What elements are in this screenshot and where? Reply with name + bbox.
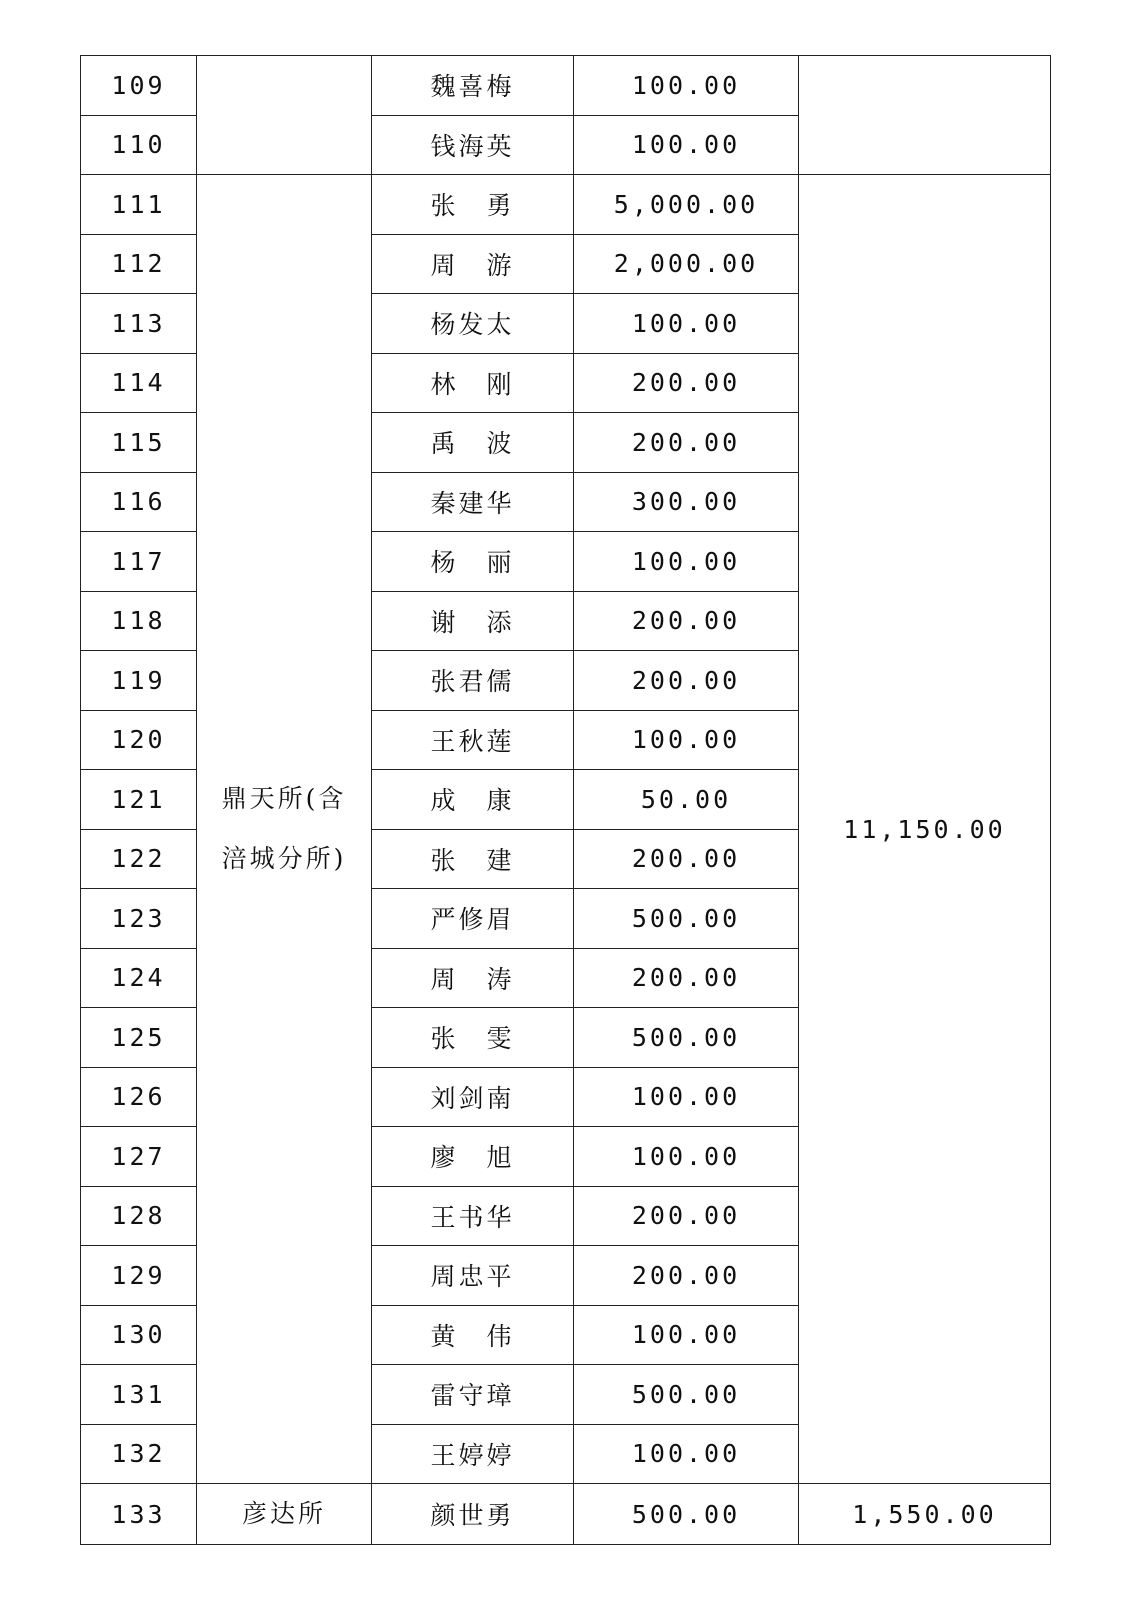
donation-table [80, 55, 1051, 1545]
donor-name: 廖 旭 [372, 1127, 574, 1187]
donor-name: 周 涛 [372, 948, 574, 1008]
donor-name: 颜世勇 [372, 1484, 574, 1545]
donation-amount: 200.00 [574, 829, 799, 889]
row-number: 112 [81, 234, 197, 294]
donor-name: 杨 丽 [372, 532, 574, 592]
donation-amount: 200.00 [574, 1186, 799, 1246]
donor-name: 周忠平 [372, 1246, 574, 1306]
row-number: 124 [81, 948, 197, 1008]
donor-name: 王书华 [372, 1186, 574, 1246]
row-number: 130 [81, 1305, 197, 1365]
donor-name: 黄 伟 [372, 1305, 574, 1365]
row-number: 121 [81, 770, 197, 830]
donation-amount: 100.00 [574, 1127, 799, 1187]
row-number: 114 [81, 353, 197, 413]
row-number: 111 [81, 175, 197, 235]
table-row [81, 56, 1051, 116]
row-number: 119 [81, 651, 197, 711]
donation-amount: 200.00 [574, 413, 799, 473]
row-number: 116 [81, 472, 197, 532]
unit-total [799, 56, 1051, 175]
table-row [81, 175, 1051, 235]
donor-name: 雷守璋 [372, 1365, 574, 1425]
donor-name: 禹 波 [372, 413, 574, 473]
donation-amount: 100.00 [574, 710, 799, 770]
donor-name: 周 游 [372, 234, 574, 294]
unit-cell [197, 56, 372, 175]
donation-amount: 100.00 [574, 294, 799, 354]
row-number: 126 [81, 1067, 197, 1127]
donation-amount: 200.00 [574, 948, 799, 1008]
donation-amount: 5,000.00 [574, 175, 799, 235]
row-number: 117 [81, 532, 197, 592]
row-number: 131 [81, 1365, 197, 1425]
donor-name: 张 勇 [372, 175, 574, 235]
row-number: 125 [81, 1008, 197, 1068]
donation-amount: 200.00 [574, 1246, 799, 1306]
row-number: 109 [81, 56, 197, 116]
donation-amount: 100.00 [574, 1424, 799, 1484]
donation-amount: 100.00 [574, 1305, 799, 1365]
row-number: 129 [81, 1246, 197, 1306]
donation-amount: 500.00 [574, 1365, 799, 1425]
donation-amount: 200.00 [574, 651, 799, 711]
donor-name: 林 刚 [372, 353, 574, 413]
donation-amount: 500.00 [574, 1008, 799, 1068]
donor-name: 王婷婷 [372, 1424, 574, 1484]
donation-amount: 200.00 [574, 591, 799, 651]
donor-name: 魏喜梅 [372, 56, 574, 116]
row-number: 110 [81, 115, 197, 175]
donor-name: 谢 添 [372, 591, 574, 651]
row-number: 127 [81, 1127, 197, 1187]
donation-amount: 300.00 [574, 472, 799, 532]
donor-name: 张 雯 [372, 1008, 574, 1068]
donation-amount: 2,000.00 [574, 234, 799, 294]
donation-amount: 50.00 [574, 770, 799, 830]
donation-amount: 500.00 [574, 1484, 799, 1545]
donor-name: 成 康 [372, 770, 574, 830]
donor-name: 杨发太 [372, 294, 574, 354]
row-number: 122 [81, 829, 197, 889]
unit-name-line: 鼎天所(含 [221, 784, 347, 813]
unit-name-line: 涪城分所) [221, 844, 347, 873]
donation-amount: 500.00 [574, 889, 799, 949]
row-number: 118 [81, 591, 197, 651]
row-number: 133 [81, 1484, 197, 1545]
table-row [81, 1484, 1051, 1545]
row-number: 128 [81, 1186, 197, 1246]
donation-amount: 100.00 [574, 532, 799, 592]
donation-amount: 100.00 [574, 56, 799, 116]
unit-cell [197, 175, 372, 1484]
donation-amount: 100.00 [574, 115, 799, 175]
donation-amount: 100.00 [574, 1067, 799, 1127]
row-number: 115 [81, 413, 197, 473]
donor-name: 张君儒 [372, 651, 574, 711]
row-number: 123 [81, 889, 197, 949]
row-number: 120 [81, 710, 197, 770]
row-number: 132 [81, 1424, 197, 1484]
donor-name: 严修眉 [372, 889, 574, 949]
unit-cell: 彦达所 [197, 1484, 372, 1545]
donor-name: 王秋莲 [372, 710, 574, 770]
unit-total: 11,150.00 [799, 175, 1051, 1484]
donor-name: 钱海英 [372, 115, 574, 175]
donor-name: 秦建华 [372, 472, 574, 532]
donor-name: 张 建 [372, 829, 574, 889]
row-number: 113 [81, 294, 197, 354]
donation-amount: 200.00 [574, 353, 799, 413]
unit-total: 1,550.00 [799, 1484, 1051, 1545]
donor-name: 刘剑南 [372, 1067, 574, 1127]
